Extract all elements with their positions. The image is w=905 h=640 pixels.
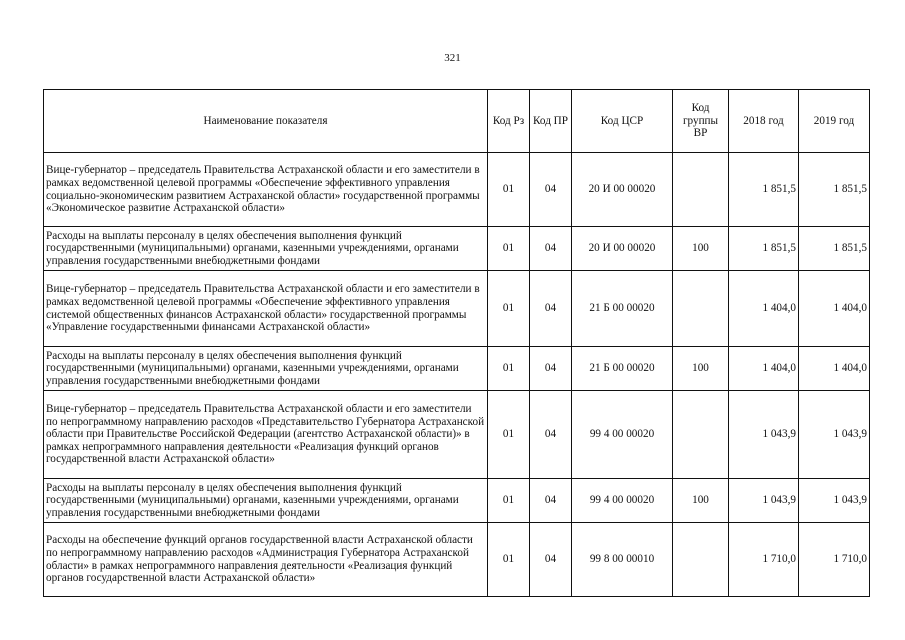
row-2019: 1 851,5 [799, 227, 870, 271]
row-csr: 99 4 00 00020 [572, 479, 673, 523]
row-pr: 04 [530, 391, 572, 479]
row-2018: 1 851,5 [729, 227, 799, 271]
row-2018: 1 404,0 [729, 347, 799, 391]
header-csr: Код ЦСР [572, 90, 673, 153]
row-vr [673, 153, 729, 227]
row-vr: 100 [673, 479, 729, 523]
header-2019: 2019 год [799, 90, 870, 153]
row-2019: 1 710,0 [799, 523, 870, 597]
row-2019: 1 404,0 [799, 271, 870, 347]
row-rz: 01 [488, 347, 530, 391]
row-2019: 1 043,9 [799, 391, 870, 479]
budget-table [43, 89, 870, 597]
row-2019: 1 043,9 [799, 479, 870, 523]
row-pr: 04 [530, 271, 572, 347]
row-vr [673, 271, 729, 347]
header-vr: Код группы ВР [673, 90, 729, 153]
row-vr: 100 [673, 347, 729, 391]
row-rz: 01 [488, 153, 530, 227]
row-2019: 1 404,0 [799, 347, 870, 391]
row-csr: 99 4 00 00020 [572, 391, 673, 479]
row-name: Вице-губернатор – председатель Правительства Астраханской области и его заместители по непрограммному направлению расходов «Представительство Губернатора Астраханской области при Правительстве Российской Федерации (агентство Астраханской области)» в рамках непрограммного направления деятельности «Реализация функций органов государственной власти Астраханской области» [44, 391, 488, 479]
table-row [44, 347, 870, 391]
row-name: Расходы на выплаты персоналу в целях обеспечения выполнения функций государственными (муниципальными) органами, казенными учреждениями, органами управления государственными внебюджетными фондами [44, 347, 488, 391]
row-vr [673, 391, 729, 479]
table-row [44, 153, 870, 227]
row-2018: 1 710,0 [729, 523, 799, 597]
table-row [44, 227, 870, 271]
row-rz: 01 [488, 271, 530, 347]
row-pr: 04 [530, 479, 572, 523]
row-vr: 100 [673, 227, 729, 271]
header-2018: 2018 год [729, 90, 799, 153]
row-name: Расходы на выплаты персоналу в целях обеспечения выполнения функций государственными (муниципальными) органами, казенными учреждениями, органами управления государственными внебюджетными фондами [44, 479, 488, 523]
row-pr: 04 [530, 153, 572, 227]
table-row [44, 271, 870, 347]
table-row [44, 391, 870, 479]
row-csr: 21 Б 00 00020 [572, 347, 673, 391]
header-pr: Код ПР [530, 90, 572, 153]
row-vr [673, 523, 729, 597]
row-pr: 04 [530, 523, 572, 597]
row-name: Расходы на обеспечение функций органов государственной власти Астраханской области по непрограммному направлению расходов «Администрация Губернатора Астраханской области» в рамках непрограммного направления деятельности «Реализация функций органов государственной власти Астраханской области» [44, 523, 488, 597]
row-rz: 01 [488, 523, 530, 597]
row-2018: 1 404,0 [729, 271, 799, 347]
row-rz: 01 [488, 391, 530, 479]
header-rz: Код Рз [488, 90, 530, 153]
header-name: Наименование показателя [44, 90, 488, 153]
row-rz: 01 [488, 227, 530, 271]
table-row [44, 479, 870, 523]
row-2018: 1 043,9 [729, 479, 799, 523]
row-csr: 21 Б 00 00020 [572, 271, 673, 347]
row-rz: 01 [488, 479, 530, 523]
row-2018: 1 851,5 [729, 153, 799, 227]
row-pr: 04 [530, 347, 572, 391]
row-name: Вице-губернатор – председатель Правительства Астраханской области и его заместители в рамках ведомственной целевой программы «Обеспечение эффективного управления системой общественных финансов Астраханской области» государственной программы «Управление государственными финансами Астраханской области» [44, 271, 488, 347]
table-row [44, 523, 870, 597]
row-2018: 1 043,9 [729, 391, 799, 479]
row-csr: 99 8 00 00010 [572, 523, 673, 597]
row-csr: 20 И 00 00020 [572, 227, 673, 271]
table-header-row [44, 90, 870, 153]
page-number: 321 [444, 52, 461, 64]
row-name: Вице-губернатор – председатель Правительства Астраханской области и его заместители в рамках ведомственной целевой программы «Обеспечение эффективного управления социально-экономическим развитием Астраханской области» государственной программы «Экономическое развитие Астраханской области» [44, 153, 488, 227]
row-2019: 1 851,5 [799, 153, 870, 227]
row-name: Расходы на выплаты персоналу в целях обеспечения выполнения функций государственными (муниципальными) органами, казенными учреждениями, органами управления государственными внебюджетными фондами [44, 227, 488, 271]
row-pr: 04 [530, 227, 572, 271]
row-csr: 20 И 00 00020 [572, 153, 673, 227]
